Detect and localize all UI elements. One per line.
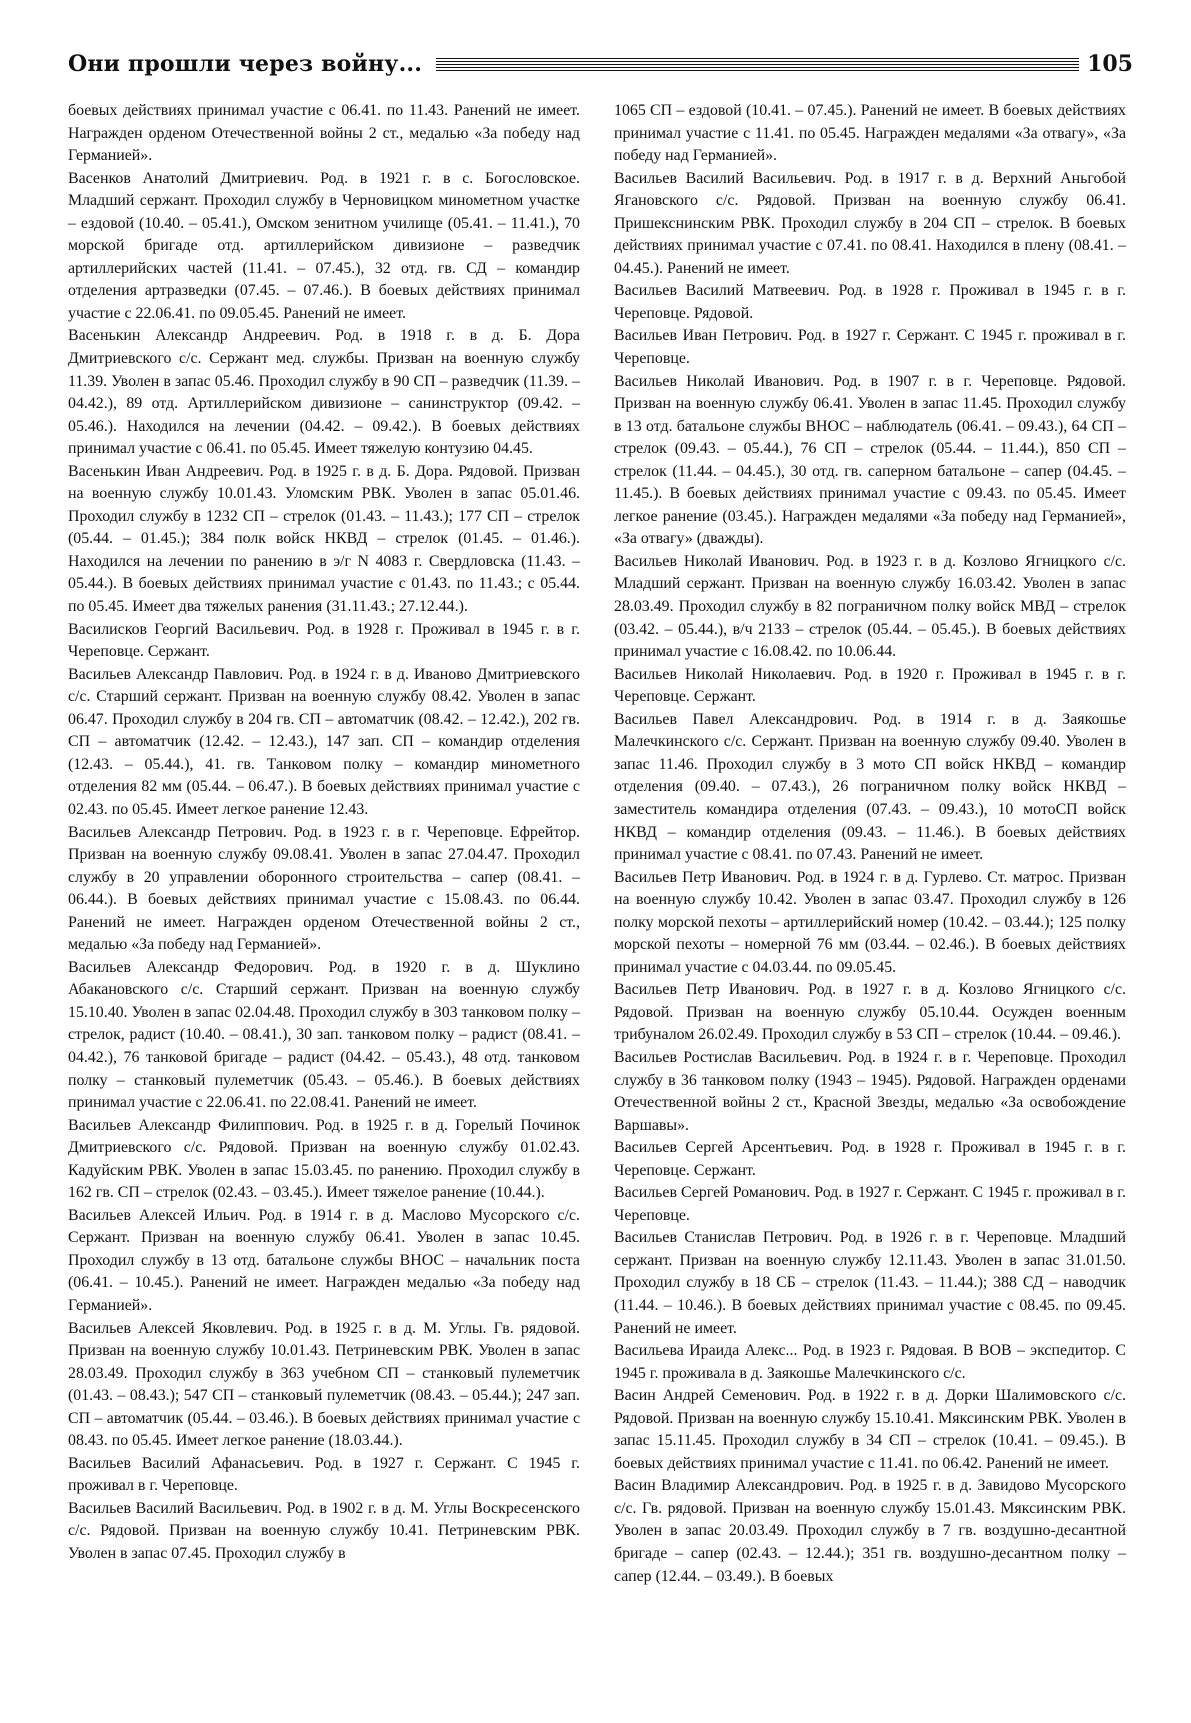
right-column bbox=[614, 100, 1126, 1588]
entry: Васильев Николай Иванович. Род. в 1923 г. в д. Козлово Ягницкого с/с. Младший сержант. Призван на военную службу 16.03.42. Уволен в запас 28.03.49. Проходил службу в 82 пограничном полку войск МВД – стрелок (03.42. – 05.44.), в/ч 2133 – стрелок (05.44. – 05.45.). В боевых действиях принимал участие с 16.08.42. по 10.06.44. bbox=[614, 552, 1126, 661]
entry: Васильев Павел Александрович. Род. в 1914 г. в д. Заякошье Малечкинского с/с. Сержант. Призван на военную службу 09.40. Уволен в запас 11.46. Проходил службу в 3 мото СП войск НКВД – командир отделения (09.40. – 07.43.), 26 пограничном полку войск НКВД – заместитель командира отделения (07.43. – 09.43.), 10 мотоСП войск НКВД – командир отделения (09.43. – 11.46.). В боевых действиях принимал участие с 08.41. по 07.43. Ранений не имеет. bbox=[614, 710, 1126, 864]
entry: Васин Андрей Семенович. Род. в 1922 г. в д. Дорки Шалимовского с/с. Рядовой. Призван на военную службу 15.10.41. Мяксинским РВК. Уволен в запас 15.11.45. Проходил службу в 34 СП – стрелок (10.41. – 09.45.). В боевых действиях принимал участие с 11.41. по 06.42. Ранений не имеет. bbox=[614, 1387, 1126, 1472]
entry: Васильева Ираида Алекс... Род. в 1923 г. Рядовая. В ВОВ – экспедитор. С 1945 г. проживала в д. Заякошье Малечкинского с/с. bbox=[614, 1342, 1126, 1382]
entry: Васильев Алексей Ильич. Род. в 1914 г. в д. Маслово Мусорского с/с. Сержант. Призван на военную службу 06.41. Уволен в запас 10.45. Проходил службу в 13 отд. батальоне службы ВНОС – начальник поста (06.41. – 10.45.). Ранений не имеет. Награжден медалью «За победу над Германией». bbox=[68, 1206, 580, 1314]
entry: Васильев Василий Афанасьевич. Род. в 1927 г. Сержант. С 1945 г. проживал в г. Череповце. bbox=[68, 1454, 580, 1495]
entry: Васильев Сергей Арсентьевич. Род. в 1928 г. Проживал в 1945 г. в г. Череповце. Сержант. bbox=[614, 1139, 1126, 1179]
entry: Васильев Александр Федорович. Род. в 1920 г. в д. Шуклино Абакановского с/с. Старший сержант. Призван на военную службу 15.10.40. Уволен в запас 02.04.48. Проходил службу в 303 танковом полку – стрелок, радист (10.40. – 08.41.), 30 зап. танковом полку – радист (08.41. – 04.42.), 76 танковой бригаде – радист (04.42. – 05.43.), 48 отд. танковом полку – станковый пулеметчик (05.43. – 05.46.). В боевых действиях принимал участие с 22.06.41. по 22.08.41. Ранений не имеет. bbox=[68, 958, 580, 1112]
entry: Васильев Николай Иванович. Род. в 1907 г. в г. Череповце. Рядовой. Призван на военную службу 06.41. Уволен в запас 11.45. Проходил службу в 13 отд. батальоне службы ВНОС – наблюдатель (06.41. – 09.43.), 64 СП – стрелок (09.43. – 05.44.), 76 СП – стрелок (05.44. – 11.44.), 850 СП – стрелок (11.44. – 04.45.), 30 отд. гв. саперном батальоне – сапер (04.45. – 11.45.). В боевых действиях принимал участие с 09.43. по 05.45. Имеет легкое ранение (03.45.). Награжден медалями «За победу над Германией», «За отвагу» (дважды). bbox=[614, 372, 1126, 548]
entry: Васильев Петр Иванович. Род. в 1927 г. в д. Козлово Ягницкого с/с. Рядовой. Призван на военную службу 05.10.44. Осужден военным трибуналом 26.02.49. Проходил службу в 53 СП – стрелок (10.44. – 09.46.). bbox=[614, 981, 1126, 1044]
left-column bbox=[68, 100, 580, 1566]
entry: Васильев Николай Николаевич. Род. в 1920 г. Проживал в 1945 г. в г. Череповце. Сержант. bbox=[614, 665, 1126, 706]
entry: Васильев Василий Матвеевич. Род. в 1928 г. Проживал в 1945 г. в г. Череповце. Рядовой. bbox=[614, 282, 1126, 322]
entry: Васильев Александр Филиппович. Род. в 1925 г. в д. Горелый Починок Дмитриевского с/с. Рядовой. Призван на военную службу 01.02.43. Кадуйским РВК. Уволен в запас 15.03.45. по ранению. Проходил службу в 162 гв. СП – стрелок (02.43. – 03.45.). Имеет тяжелое ранение (10.44.). bbox=[68, 1116, 580, 1202]
entry: Васильев Василий Васильевич. Род. в 1902 г. в д. М. Углы Воскресенского с/с. Рядовой. Призван на военную службу 10.41. Петриневским РВК. Уволен в запас 07.45. Проходил службу в bbox=[68, 1499, 580, 1562]
running-header bbox=[68, 46, 1133, 82]
entry: 1065 СП – ездовой (10.41. – 07.45.). Ранений не имеет. В боевых действиях принимал участие с 11.41. по 05.45. Награжден медалями «За отвагу», «За победу над Германией». bbox=[614, 102, 1126, 165]
entry: Васин Владимир Александрович. Род. в 1925 г. в д. Завидово Мусорского с/с. Гв. рядовой. Призван на военную службу 15.01.43. Мяксинским РВК. Уволен в запас 20.03.49. Проходил службу в 7 гв. воздушно-десантной бригаде – сапер (02.43. – 12.44.); 351 гв. воздушно-десантном полку – сапер (12.44. – 03.49.). В боевых bbox=[614, 1477, 1126, 1585]
page-number: 105 bbox=[1087, 51, 1133, 77]
entry: Васильев Иван Петрович. Род. в 1927 г. Сержант. С 1945 г. проживал в г. Череповце. bbox=[614, 327, 1126, 368]
entry: Васильев Александр Петрович. Род. в 1923 г. в г. Череповце. Ефрейтор. Призван на военную службу 09.08.41. Уволен в запас 27.04.47. Проходил службу в 20 управлении оборонного строительства – сапер (08.41. – 06.44.). В боевых действиях принимал участие с 15.08.43. по 06.44. Ранений не имеет. Награжден орденом Отечественной войны 2 ст., медалью «За победу над Германией». bbox=[68, 823, 580, 954]
running-title: Они прошли через войну... bbox=[68, 51, 423, 77]
entry: Васильев Сергей Романович. Род. в 1927 г. Сержант. С 1945 г. проживал в г. Череповце. bbox=[614, 1184, 1126, 1224]
entry: Василисков Георгий Васильевич. Род. в 1928 г. Проживал в 1945 г. в г. Череповце. Сержант. bbox=[68, 620, 580, 661]
header-rule-divider bbox=[436, 58, 1079, 71]
entry: Васильев Ростислав Васильевич. Род. в 1924 г. в г. Череповце. Проходил службу в 36 танковом полку (1943 – 1945). Рядовой. Награжден орденами Отечественной войны 2 ст., Красной Звезды, медалью «За освобождение Варшавы». bbox=[614, 1048, 1126, 1134]
entry: Васенькин Александр Андреевич. Род. в 1918 г. в д. Б. Дора Дмитриевского с/с. Сержант мед. службы. Призван на военную службу 11.39. Уволен в запас 05.46. Проходил службу в 90 СП – разведчик (11.39. – 04.42.), 89 отд. Артиллерийском дивизионе – санинструктор (09.42. – 05.46.). Находился на лечении (04.42. – 09.42.). В боевых действиях принимал участие с 06.41. по 05.45. Имеет тяжелую контузию 04.45. bbox=[68, 327, 580, 458]
entry: Васильев Александр Павлович. Род. в 1924 г. в д. Иваново Дмитриевского с/с. Старший сержант. Призван на военную службу 08.42. Уволен в запас 06.47. Проходил службу в 204 гв. СП – автоматчик (08.42. – 12.42.), 202 гв. СП – автоматчик (12.42. – 12.43.), 147 зап. СП – командир отделения (12.43. – 05.44.), 41. гв. Танковом полку – командир минометного отделения 82 мм (05.44. – 06.47.). В боевых действиях принимал участие с 02.43. по 05.45. Имеет легкое ранение 12.43. bbox=[68, 665, 580, 818]
entry: боевых действиях принимал участие с 06.41. по 11.43. Ранений не имеет. Награжден орденом Отечественной войны 2 ст., медалью «За победу над Германией». bbox=[68, 102, 580, 165]
entry: Васенков Анатолий Дмитриевич. Род. в 1921 г. в с. Богословское. Младший сержант. Проходил службу в Черновицком минометном участке – ездовой (10.40. – 05.41.), Омском зенитном училище (05.41. – 11.41.), 70 морской бригаде отд. артиллерийском дивизионе – разведчик артиллерийских частей (11.41. – 07.45.), 32 отд. гв. СД – командир отделения артразведки (07.45. – 07.46.). В боевых действиях принимал участие с 22.06.41. по 09.05.45. Ранений не имеет. bbox=[68, 169, 580, 322]
entry: Васильев Станислав Петрович. Род. в 1926 г. в г. Череповце. Младший сержант. Призван на военную службу 12.11.43. Уволен в запас 31.01.50. Проходил службу в 18 СБ – стрелок (11.43. – 11.44.); 388 СД – наводчик (11.44. – 10.46.). В боевых действиях принимал участие с 08.45. по 09.45. Ранений не имеет. bbox=[614, 1229, 1126, 1337]
entry: Васильев Алексей Яковлевич. Род. в 1925 г. в д. М. Углы. Гв. рядовой. Призван на военную службу 10.01.43. Петриневским РВК. Уволен в запас 28.03.49. Проходил службу в 363 учебном СП – станковый пулеметчик (01.43. – 08.43.); 547 СП – станковый пулеметчик (08.43. – 05.44.); 247 зап. СП – автоматчик (05.44. – 03.46.). В боевых действиях принимал участие с 08.43. по 05.45. Имеет легкое ранение (18.03.44.). bbox=[68, 1319, 580, 1450]
entry: Васенькин Иван Андреевич. Род. в 1925 г. в д. Б. Дора. Рядовой. Призван на военную службу 10.01.43. Уломским РВК. Уволен в запас 05.01.46. Проходил службу в 1232 СП – стрелок (01.43. – 11.43.); 177 СП – стрелок (05.44. – 01.45.); 384 полк войск НКВД – стрелок (01.45. – 01.46.). Находился на лечении по ранению в э/г N 4083 г. Свердловска (11.43. – 05.44.). В боевых действиях принимал участие с 01.43. по 11.43.; с 05.44. по 05.45. Имеет два тяжелых ранения (31.11.43.; 27.12.44.). bbox=[68, 462, 580, 616]
entry: Васильев Василий Васильевич. Род. в 1917 г. в д. Верхний Аньгобой Ягановского с/с. Рядовой. Призван на военную службу 06.41. Пришекснинским РВК. Проходил службу в 204 СП – стрелок. В боевых действиях принимал участие с 07.41. по 08.41. Находился в плену (08.41. – 04.45.). Ранений не имеет. bbox=[614, 169, 1126, 277]
entry: Васильев Петр Иванович. Род. в 1924 г. в д. Гурлево. Ст. матрос. Призван на военную службу 10.42. Уволен в запас 03.47. Проходил службу в 126 полку морской пехоты – артиллерийский номер (10.42. – 03.44.); 125 полку морской пехоты – номерной 76 мм (03.44. – 02.46.). В боевых действиях принимал участие с 04.03.44. по 09.05.45. bbox=[614, 868, 1126, 976]
